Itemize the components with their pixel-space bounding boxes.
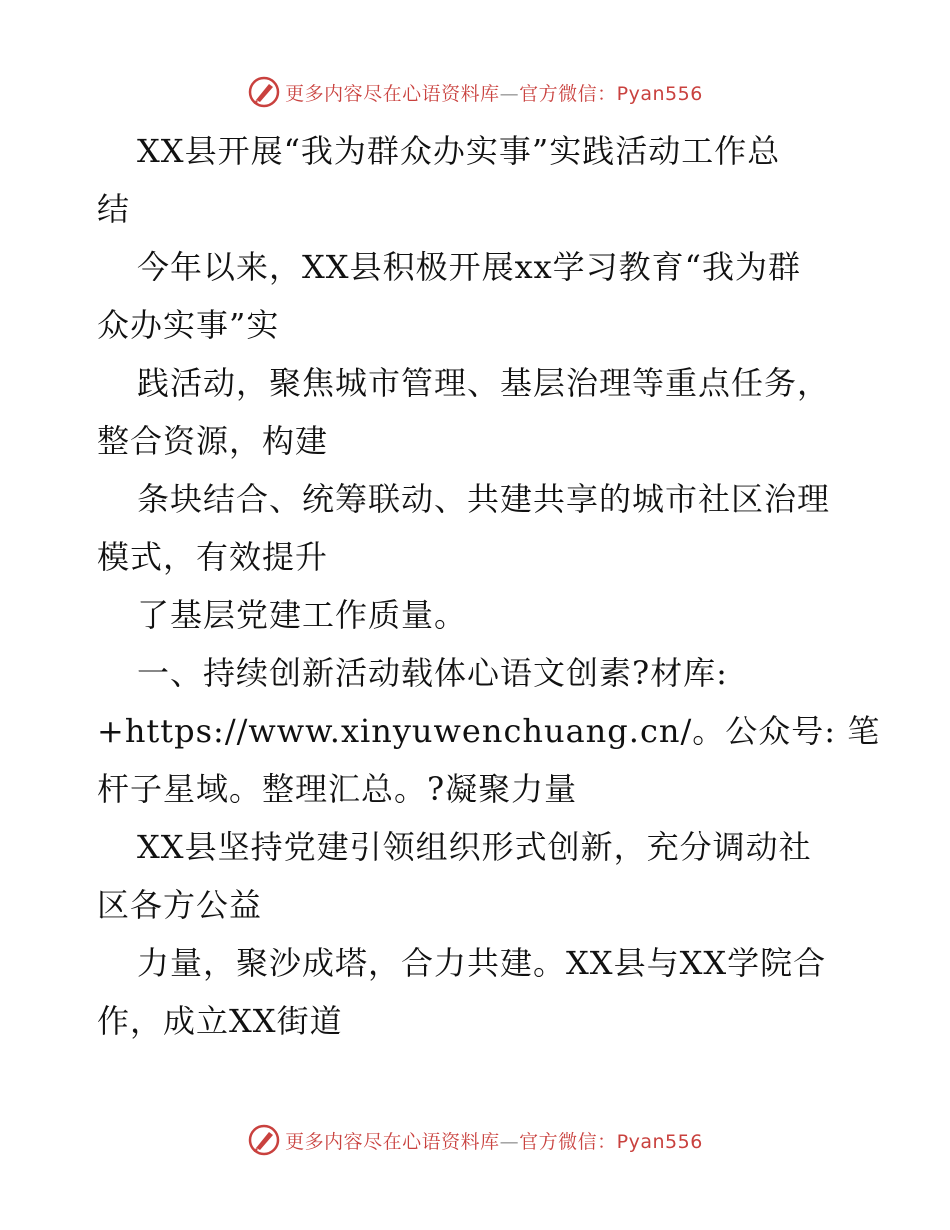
paragraph-line: 力量，聚沙成塔，合力共建。XX县与XX学院合: [137, 944, 827, 982]
banner-brand: 更多内容尽在心语资料库: [285, 82, 500, 105]
paragraph-line: 今年以来，XX县积极开展xx学习教育“我为群: [137, 248, 802, 286]
paragraph-line: 区各方公益: [97, 886, 263, 924]
banner-separator: —: [499, 1130, 520, 1153]
banner-wechat: 官方微信：Pyan556: [519, 82, 703, 105]
paragraph-line: 了基层党建工作质量。: [137, 596, 468, 634]
quill-pen-logo-icon: [247, 1123, 281, 1157]
paragraph-line: 杆子星域。整理汇总。?凝聚力量: [97, 770, 578, 808]
document-title-continuation: 结: [97, 190, 131, 228]
banner-text: [285, 79, 703, 106]
banner-brand: 更多内容尽在心语资料库: [285, 1130, 500, 1153]
section-heading: 一、持续创新活动载体心语文创素?材库:: [137, 654, 728, 692]
paragraph-line: 整合资源，构建: [97, 422, 329, 460]
paragraph-line: 践活动，聚焦城市管理、基层治理等重点任务，: [137, 364, 831, 402]
paragraph-line: 众办实事”实: [97, 306, 280, 344]
paragraph-line: 条块结合、统筹联动、共建共享的城市社区治理: [137, 480, 831, 518]
banner-separator: —: [499, 82, 520, 105]
header-banner: [0, 72, 950, 112]
document-title: XX县开展“我为群众办实事”实践活动工作总: [137, 132, 781, 170]
document-body: [97, 122, 881, 1050]
paragraph-line: 模式，有效提升: [97, 538, 329, 576]
paragraph-line: +https://www.xinyuwenchuang.cn/。公众号: 笔: [97, 712, 881, 750]
paragraph-line: 作，成立XX街道: [97, 1002, 343, 1040]
footer-banner: [0, 1120, 950, 1160]
banner-wechat: 官方微信：Pyan556: [519, 1130, 703, 1153]
paragraph-line: XX县坚持党建引领组织形式创新，充分调动社: [137, 828, 812, 866]
quill-pen-logo-icon: [247, 75, 281, 109]
banner-text: [285, 1127, 703, 1154]
